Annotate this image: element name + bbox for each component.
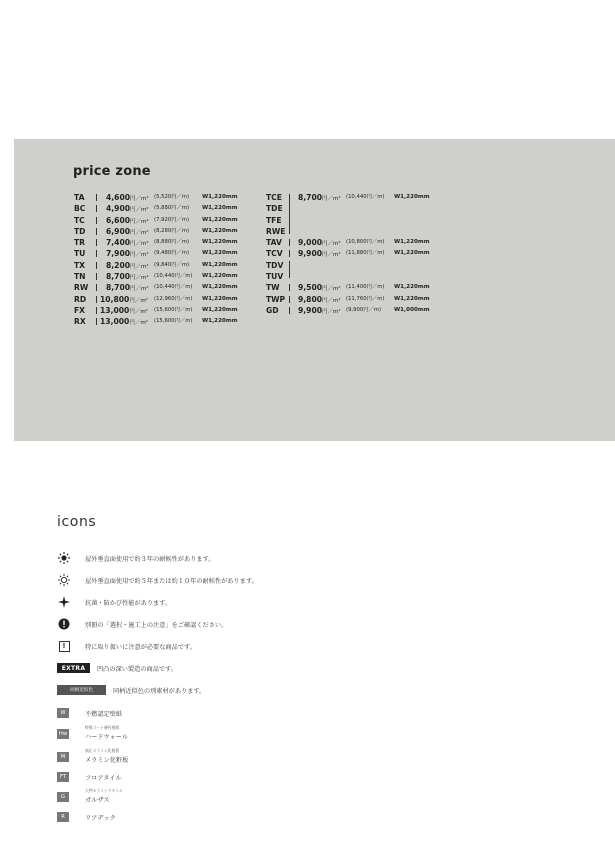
price-amount: 4,900 (106, 204, 131, 214)
icon-description (85, 725, 128, 741)
sun-filled-icon (57, 551, 71, 565)
separator-bar (289, 284, 290, 291)
icon-sub-description: 大判セラミックタイル (85, 788, 123, 793)
price-amount: 4,600 (106, 193, 131, 202)
icon-description: 不燃認定壁紙 (85, 710, 123, 718)
exclamation-box-icon: ! (57, 639, 71, 653)
icon-row-ft (57, 770, 122, 784)
roll-width: W1,220mm (202, 194, 238, 200)
price-code: TUV (266, 272, 284, 282)
price-amount: 10,800 (100, 294, 130, 304)
price-code: TN (74, 272, 86, 282)
price-value (298, 248, 341, 261)
separator-bar (96, 217, 97, 224)
price-code: TWP (266, 294, 286, 304)
roll-width: W1,220mm (394, 239, 430, 246)
price-per-meter: (12,960円／m) (154, 295, 193, 302)
price-per-meter: (8,880円／m) (154, 239, 190, 246)
separator-bar (96, 307, 97, 314)
icon-row-handling (57, 639, 196, 653)
icon-row-w (57, 706, 123, 720)
price-amount: 9,900 (298, 249, 323, 259)
separator-bar (289, 296, 290, 303)
price-code: TD (74, 226, 86, 236)
price-amount: 9,800 (298, 294, 323, 304)
icon-description: 同柄近似色の別素材があります。 (113, 687, 206, 695)
price-per-meter: (5,520円／m) (154, 194, 190, 200)
price-per-meter: (10,800円／m) (346, 239, 385, 246)
price-per-meter: (10,440円／m) (154, 284, 193, 291)
icon-sub-description: 高圧メラミン化粧板 (85, 748, 120, 753)
price-amount: 9,000 (298, 238, 323, 248)
icon-row-antibacterial (57, 595, 172, 609)
separator-bar (289, 239, 290, 246)
price-per-meter: (7,920円／m) (154, 216, 190, 223)
price-per-meter: (15,600円／m) (154, 306, 193, 313)
icon-row-r (57, 810, 116, 824)
separator-bar (96, 318, 97, 325)
price-unit: 円／m² (130, 196, 149, 202)
price-code: BC (74, 204, 86, 214)
roll-width: W1,220mm (394, 250, 430, 257)
price-unit: 円／m² (322, 196, 341, 202)
price-code: TC (74, 215, 85, 225)
icon-row-caution-booklet (57, 617, 228, 631)
alert-circle-icon (57, 617, 71, 631)
roll-width: W1,220mm (202, 306, 238, 313)
icon-description: リアデック (85, 814, 116, 822)
price-code: TDE (266, 204, 283, 214)
r-badge: R (57, 812, 69, 822)
roll-width: W1,000mm (394, 306, 430, 313)
m-badge: M (57, 752, 69, 762)
icon-description: フロアタイル (85, 774, 122, 782)
price-per-meter: (11,880円／m) (346, 250, 385, 257)
price-unit: 円／m² (129, 308, 148, 315)
icon-row-weather-3y (57, 551, 215, 565)
price-per-meter: (11,400円／m) (346, 284, 385, 291)
roll-width: W1,220mm (202, 239, 238, 246)
price-code: TR (74, 238, 86, 248)
price-unit: 円／m² (322, 286, 341, 293)
price-per-meter: (9,840円／m) (154, 261, 190, 268)
price-per-meter: (15,600円／m) (154, 318, 193, 325)
price-amount: 8,700 (106, 272, 131, 282)
price-code: RWE (266, 226, 286, 236)
icon-description: 凹凸の深い製造の商品です。 (97, 665, 177, 673)
group-bracket (289, 194, 290, 234)
icon-main-description: ガルザス (85, 797, 110, 804)
sun-outline-icon (57, 573, 71, 587)
price-per-meter: (9,480円／m) (154, 250, 190, 257)
price-unit: 円／m² (129, 320, 148, 327)
price-per-meter: (8,280円／m) (154, 227, 190, 234)
similar-pattern-badge: 同柄近似色 (57, 685, 106, 695)
icon-sub-description: 特殊コート層付壁紙 (85, 725, 120, 730)
roll-width: W1,220mm (202, 273, 238, 280)
price-amount: 6,600 (106, 215, 131, 225)
price-value (298, 192, 341, 205)
roll-width: W1,220mm (202, 261, 238, 268)
icon-row-g (57, 788, 123, 804)
group-bracket (289, 261, 290, 278)
roll-width: W1,220mm (202, 284, 238, 291)
price-zone-title: price zone (73, 164, 151, 179)
price-code: TAV (266, 238, 282, 248)
price-unit: 円／m² (130, 286, 149, 293)
icon-description (85, 748, 128, 764)
separator-bar (96, 262, 97, 269)
roll-width: W1,220mm (394, 284, 430, 291)
w-badge: W (57, 708, 69, 718)
price-per-meter: (5,880円／m) (154, 205, 190, 212)
price-amount: 6,900 (106, 226, 131, 236)
icon-description: 別冊の「選択・施工上の注意」をご確認ください。 (85, 621, 228, 629)
separator-bar (289, 307, 290, 314)
icon-description: 特に取り扱いに注意が必要な商品です。 (85, 643, 196, 651)
price-amount: 7,900 (106, 249, 131, 259)
price-unit: 円／m² (129, 297, 148, 304)
g-badge: G (57, 792, 69, 802)
price-code: TDV (266, 260, 284, 270)
icon-description: 屋外垂直面使用で約３年の耐候性があります。 (85, 555, 215, 563)
icon-description (85, 788, 123, 804)
roll-width: W1,220mm (202, 295, 238, 302)
price-code: TCV (266, 249, 283, 259)
price-unit: 円／m² (130, 207, 149, 214)
price-unit: 円／m² (130, 252, 149, 259)
price-amount: 9,500 (298, 283, 323, 293)
price-per-meter: (10,440円／m) (154, 273, 193, 280)
icon-main-description: ハードウォール (85, 734, 128, 741)
roll-width: W1,220mm (202, 318, 238, 325)
icon-row-m (57, 748, 129, 764)
price-amount: 9,900 (298, 305, 323, 315)
roll-width: W1,220mm (394, 194, 430, 200)
price-per-meter: (9,900円／m) (346, 306, 382, 313)
price-code: TX (74, 260, 86, 270)
price-unit: 円／m² (322, 308, 341, 315)
price-unit: 円／m² (130, 218, 149, 225)
roll-width: W1,220mm (202, 216, 238, 223)
price-code: FX (74, 305, 86, 315)
icon-description: 抗菌・防かび性能があります。 (85, 599, 172, 607)
ft-badge: FT (57, 772, 69, 782)
price-unit: 円／m² (130, 241, 149, 248)
price-unit: 円／m² (130, 263, 149, 270)
price-code: RD (74, 294, 87, 304)
roll-width: W1,220mm (202, 205, 238, 212)
price-amount: 8,700 (298, 193, 323, 202)
separator-bar (96, 228, 97, 235)
icon-row-similar-pattern (57, 683, 206, 697)
separator-bar (96, 205, 97, 212)
price-code: RX (74, 317, 86, 327)
price-unit: 円／m² (130, 275, 149, 282)
icon-row-weather-5y (57, 573, 258, 587)
separator-bar (96, 284, 97, 291)
sparkle-icon (57, 595, 71, 609)
separator-bar (96, 250, 97, 257)
price-code: TW (266, 283, 280, 293)
price-amount: 8,200 (106, 260, 131, 270)
price-code: RW (74, 283, 89, 293)
price-per-meter: (10,440円／m) (346, 194, 385, 200)
price-code: TA (74, 193, 85, 202)
price-code: GD (266, 305, 279, 315)
price-amount: 13,000 (100, 317, 130, 327)
price-per-meter: (11,760円／m) (346, 295, 385, 302)
separator-bar (96, 194, 97, 201)
price-unit: 円／m² (322, 252, 341, 259)
icons-section-title: icons (57, 514, 97, 530)
icon-row-hw (57, 725, 128, 741)
price-unit: 円／m² (322, 241, 341, 248)
price-value (100, 316, 148, 329)
price-code: TFE (266, 215, 282, 225)
price-code: TU (74, 249, 86, 259)
separator-bar (96, 296, 97, 303)
price-amount: 13,000 (100, 305, 130, 315)
extra-badge: EXTRA (57, 663, 90, 673)
price-unit: 円／m² (130, 229, 149, 236)
price-value (298, 305, 341, 318)
price-code: TCE (266, 193, 282, 202)
hw-badge: Hw (58, 731, 68, 737)
icon-main-description: メラミン化粧板 (85, 757, 129, 764)
icon-description: 屋外垂直面使用で約５年または約１０年の耐候性があります。 (85, 577, 258, 585)
price-amount: 8,700 (106, 283, 131, 293)
icon-row-extra (57, 661, 177, 675)
separator-bar (96, 273, 97, 280)
roll-width: W1,220mm (394, 295, 430, 302)
price-amount: 7,400 (106, 238, 131, 248)
roll-width: W1,220mm (202, 227, 238, 234)
roll-width: W1,220mm (202, 250, 238, 257)
price-unit: 円／m² (322, 297, 341, 304)
separator-bar (289, 250, 290, 257)
separator-bar (96, 239, 97, 246)
